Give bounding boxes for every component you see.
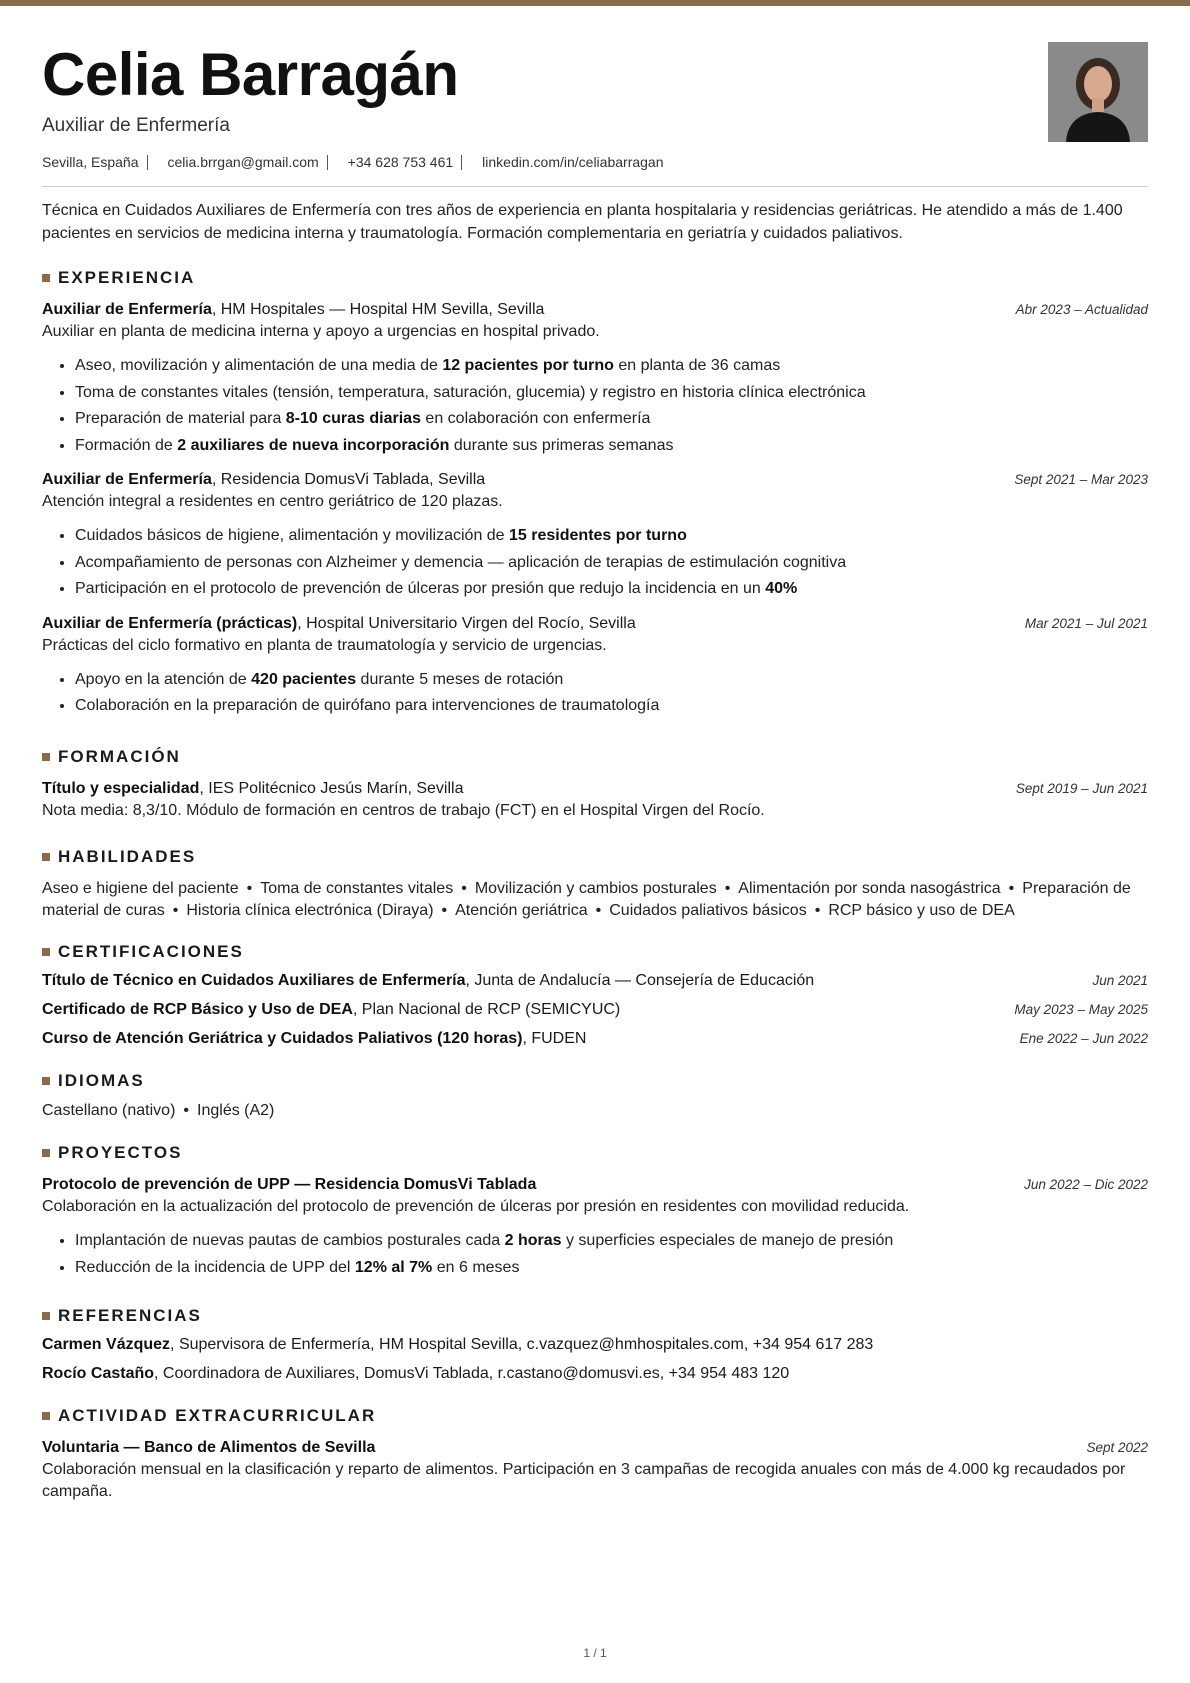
skill-item: Cuidados paliativos básicos	[609, 902, 807, 919]
entry-description: Atención integral a residentes en centro geriátrico de 120 plazas.	[42, 493, 503, 510]
entry-date: Sept 2019 – Jun 2021	[1015, 780, 1148, 796]
contact-separator	[147, 155, 148, 170]
language-item: Castellano (nativo)	[42, 1101, 176, 1119]
bullet-separator: •	[814, 902, 821, 919]
section-bullet-icon	[42, 274, 50, 282]
contact-separator	[461, 155, 462, 170]
page-number: 1 / 1	[583, 1646, 607, 1660]
certification-title: Curso de Atención Geriátrica y Cuidados Paliativos (120 horas)	[42, 1029, 523, 1047]
section-projects-title	[42, 1142, 1148, 1164]
certification-date: Jun 2021	[1092, 972, 1148, 988]
section-heading-text: FORMACIÓN	[58, 746, 181, 766]
portrait-image	[1048, 42, 1148, 142]
section-heading-text: IDIOMAS	[58, 1070, 145, 1090]
skill-item: Alimentación por sonda nasogástrica	[738, 879, 1001, 897]
skill-item: Toma de constantes vitales	[260, 879, 454, 897]
activity-title: Voluntaria — Banco de Alimentos de Sevilla	[42, 1439, 376, 1456]
experience-entry	[42, 469, 1148, 603]
section-bullet-icon	[42, 753, 50, 761]
skill-item: Preparación de material de curas	[42, 879, 1131, 919]
entry-header	[42, 1174, 1148, 1196]
section-skills-title	[42, 846, 1148, 868]
achievement-list	[42, 667, 1148, 720]
candidate-role: Auxiliar de Enfermería	[42, 115, 230, 136]
references-list	[42, 1334, 1148, 1385]
certification-issuer: , FUDEN	[522, 1029, 587, 1047]
contact-email[interactable]: celia.brrgan@gmail.com	[167, 154, 319, 170]
bullet-separator: •	[441, 902, 448, 919]
certification-title: Título de Técnico en Cuidados Auxiliares de Enfermería	[42, 971, 466, 989]
skills-list	[42, 878, 1148, 923]
skill-item: RCP básico y uso de DEA	[828, 902, 1015, 919]
achievement-item: • Colaboración en la preparación de quirófano para intervenciones de traumatología	[75, 693, 1148, 720]
achievement-item: • Formación de 2 auxiliares de nueva incorporación durante sus primeras semanas	[75, 433, 1148, 460]
experience-entry	[42, 299, 1148, 459]
bullet-separator: •	[595, 902, 602, 919]
contact-row	[42, 152, 1148, 172]
job-title: Auxiliar de Enfermería	[42, 301, 212, 318]
bullet-separator: •	[724, 879, 731, 897]
certification-item	[42, 1028, 1148, 1050]
entry-header	[42, 778, 1148, 800]
section-heading-text: REFERENCIAS	[58, 1306, 202, 1325]
achievement-item: • Cuidados básicos de higiene, alimentación y movilización de 15 residentes por turno	[75, 523, 1148, 550]
achievement-item: • Implantación de nuevas pautas de cambios posturales cada 2 horas y superficies especiales de manejo de presión	[75, 1228, 1148, 1255]
entry-title-line	[42, 299, 544, 321]
achievement-item: • Reducción de la incidencia de UPP del 12% al 7% en 6 meses	[75, 1255, 1148, 1282]
header-divider	[42, 186, 1148, 187]
section-bullet-icon	[42, 853, 50, 861]
reference-item	[42, 1363, 1148, 1385]
bullet-separator: •	[246, 879, 253, 897]
achievement-list	[42, 523, 1148, 603]
certification-item	[42, 970, 1148, 992]
certification-issuer: , Plan Nacional de RCP (SEMICYUC)	[352, 1000, 621, 1018]
entry-title-line	[42, 469, 485, 491]
section-heading-text: ACTIVIDAD EXTRACURRICULAR	[58, 1406, 377, 1425]
top-accent-bar	[0, 0, 1190, 6]
contact-linkedin[interactable]: linkedin.com/in/celiabarragan	[482, 154, 664, 170]
achievement-item: • Toma de constantes vitales (tensión, temperatura, saturación, glucemia) y registro en historia clínica electrónica	[75, 380, 1148, 407]
entry-description: Colaboración mensual en la clasificación y reparto de alimentos. Participación en 3 campañas de recogida anuales con más de 4.000 kg recaudados por campaña.	[42, 1461, 1126, 1500]
entry-header	[42, 299, 1148, 321]
achievement-item: • Apoyo en la atención de 420 pacientes durante 5 meses de rotación	[75, 667, 1148, 694]
languages-list	[42, 1100, 1148, 1123]
entry-title-line	[42, 613, 636, 635]
resume-page	[42, 40, 1148, 1503]
experience-entry	[42, 613, 1148, 720]
section-bullet-icon	[42, 1312, 50, 1320]
skill-item: Historia clínica electrónica (Diraya)	[186, 902, 434, 919]
entry-date: Jun 2022 – Dic 2022	[1024, 1177, 1148, 1192]
section-heading-text: EXPERIENCIA	[58, 268, 196, 287]
bullet-separator: •	[461, 879, 467, 897]
job-title: Auxiliar de Enfermería (prácticas)	[42, 614, 298, 632]
entry-date: Sept 2022	[1086, 1440, 1148, 1455]
section-bullet-icon	[42, 1077, 50, 1085]
reference-item	[42, 1334, 1148, 1356]
certification-date: Ene 2022 – Jun 2022	[1019, 1030, 1148, 1046]
achievement-list	[42, 353, 1148, 459]
entry-description: Nota media: 8,3/10. Módulo de formación en centros de trabajo (FCT) en el Hospital Virgen del Rocío.	[42, 801, 765, 819]
employer: , HM Hospitales — Hospital HM Sevilla, Sevilla	[211, 301, 545, 318]
candidate-name: Celia Barragán	[42, 41, 459, 108]
contact-separator	[327, 155, 328, 170]
achievement-list	[42, 1228, 1148, 1281]
reference-name: Rocío Castaño	[42, 1365, 155, 1382]
reference-detail: , Coordinadora de Auxiliares, DomusVi Tablada, r.castano@domusvi.es, +34 954 483 120	[154, 1365, 790, 1382]
section-heading-text: PROYECTOS	[58, 1143, 183, 1162]
resume-header	[42, 40, 1148, 187]
section-references-title	[42, 1305, 1148, 1327]
entry-description: Colaboración en la actualización del protocolo de prevención de úlceras por presión en residentes con movilidad reducida.	[42, 1198, 910, 1215]
certification-item	[42, 999, 1148, 1021]
skill-item: Aseo e higiene del paciente	[42, 879, 239, 897]
section-extracurricular-title	[42, 1405, 1148, 1427]
entry-description: Prácticas del ciclo formativo en planta de traumatología y servicio de urgencias.	[42, 636, 607, 654]
contact-phone[interactable]: +34 628 753 461	[347, 154, 454, 170]
profile-photo	[1048, 42, 1148, 142]
employer: , Residencia DomusVi Tablada, Sevilla	[211, 471, 486, 488]
entry-header	[42, 1437, 1148, 1459]
section-bullet-icon	[42, 948, 50, 956]
degree-title: Título y especialidad	[42, 779, 200, 797]
entry-date: Abr 2023 – Actualidad	[1015, 302, 1148, 317]
reference-detail: , Supervisora de Enfermería, HM Hospital Sevilla, c.vazquez@hmhospitales.com, +34 954 617 283	[170, 1336, 874, 1353]
extracurricular-entry	[42, 1437, 1148, 1503]
section-experience-title	[42, 267, 1148, 289]
project-entry	[42, 1174, 1148, 1281]
entry-header	[42, 469, 1148, 491]
certification-title: Certificado de RCP Básico y Uso de DEA	[42, 1000, 353, 1018]
certification-issuer: , Junta de Andalucía — Consejería de Educación	[465, 971, 815, 989]
contact-location: Sevilla, España	[42, 154, 139, 170]
certifications-list	[42, 970, 1148, 1050]
achievement-item: • Participación en el protocolo de prevención de úlceras por presión que redujo la incidencia en un 40%	[75, 576, 1148, 603]
entry-title-line	[42, 778, 463, 800]
section-heading-text: HABILIDADES	[58, 846, 197, 866]
entry-header	[42, 613, 1148, 635]
entry-description: Auxiliar en planta de medicina interna y apoyo a urgencias en hospital privado.	[42, 323, 600, 340]
language-item: Inglés (A2)	[197, 1101, 275, 1119]
bullet-separator: •	[183, 1101, 190, 1119]
section-languages-title	[42, 1070, 1148, 1092]
education-entry	[42, 778, 1148, 822]
section-bullet-icon	[42, 1149, 50, 1157]
employer: , Hospital Universitario Virgen del Rocío, Sevilla	[297, 614, 636, 632]
job-title: Auxiliar de Enfermería	[42, 471, 212, 488]
section-bullet-icon	[42, 1412, 50, 1420]
project-title: Protocolo de prevención de UPP — Residencia DomusVi Tablada	[42, 1176, 537, 1193]
achievement-item: • Aseo, movilización y alimentación de una media de 12 pacientes por turno en planta de 36 camas	[75, 353, 1148, 380]
bullet-separator: •	[1008, 879, 1015, 897]
certification-date: May 2023 – May 2025	[1014, 1001, 1148, 1017]
institution: , IES Politécnico Jesús Marín, Sevilla	[199, 779, 464, 797]
achievement-item: • Acompañamiento de personas con Alzheimer y demencia — aplicación de terapias de estimulación cognitiva	[75, 550, 1148, 577]
section-certifications-title	[42, 941, 1148, 963]
section-education-title	[42, 746, 1148, 768]
bullet-separator: •	[172, 902, 179, 919]
entry-date: Sept 2021 – Mar 2023	[1014, 472, 1148, 487]
skill-item: Movilización y cambios posturales	[474, 879, 717, 897]
reference-name: Carmen Vázquez	[42, 1336, 171, 1353]
achievement-item: • Preparación de material para 8-10 curas diarias en colaboración con enfermería	[75, 406, 1148, 433]
section-heading-text: CERTIFICACIONES	[58, 941, 244, 961]
entry-date: Mar 2021 – Jul 2021	[1024, 615, 1148, 631]
skill-item: Atención geriátrica	[455, 902, 588, 919]
professional-summary: Técnica en Cuidados Auxiliares de Enfermería con tres años de experiencia en planta hospitalaria y residencias geriátricas. He atendido a más de 1.400 pacientes en servicios de medicina interna y traumatología. Formación complementaria en geriatría y cuidados paliativos.	[42, 202, 1123, 242]
